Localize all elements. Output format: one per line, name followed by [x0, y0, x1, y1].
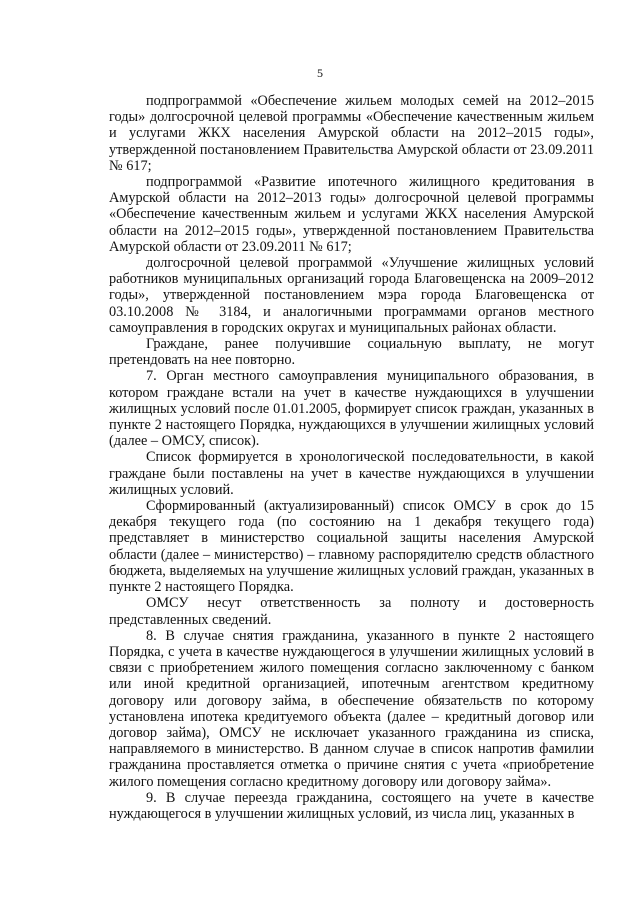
paragraph-list-chronology: Список формируется в хронологической последовательности, в какой граждане были поставлены на учет в качестве нуждающихся в улучшении жилищных условий.: [109, 449, 594, 498]
paragraph-no-repeat-payment: Граждане, ранее получившие социальную выплату, не могут претендовать на нее повторно.: [109, 336, 594, 369]
paragraph-program-blagoveshchensk: долгосрочной целевой программой «Улучшение жилищных условий работников муниципальных организаций города Благовещенска на 2009–2012 годы», утвержденной постановлением мэра города Благовещенска от 03.10.2008 № 3184, и аналогичными программами органов местного самоуправления в городских округах и муниципальных районах области.: [109, 255, 594, 336]
paragraph-omsu-responsibility: ОМСУ несут ответственность за полноту и достоверность представленных сведений.: [109, 595, 594, 628]
paragraph-item-9: 9. В случае переезда гражданина, состоящего на учете в качестве нуждающегося в улучшении жилищных условий, из числа лиц, указанных в: [109, 789, 594, 822]
paragraph-subprogram-young-families: подпрограммой «Обеспечение жильем молодых семей на 2012–2015 годы» долгосрочной целевой программы «Обеспечение качественным жильем и услугами ЖКХ населения Амурской области на 2012–2015 годы», утвержденной постановлением Правительства Амурской области от 23.09.2011 № 617;: [109, 93, 594, 174]
page-number: 5: [317, 66, 323, 80]
paragraph-list-submission: Сформированный (актуализированный) список ОМСУ в срок до 15 декабря текущего года (по состоянию на 1 декабря текущего года) представляет в министерство социальной защиты населения Амурской области (далее – министерство) – главному распорядителю средств областного бюджета, выделяемых на улучшение жилищных условий граждан, указанных в пункте 2 настоящего Порядка.: [109, 498, 594, 596]
document-body: [109, 93, 594, 822]
paragraph-subprogram-mortgage: подпрограммой «Развитие ипотечного жилищного кредитования в Амурской области на 2012–2013 годы» долгосрочной целевой программы «Обеспечение качественным жильем и услугами ЖКХ населения Амурской области на 2012–2015 годы», утвержденной постановлением Правительства Амурской области от 23.09.2011 № 617;: [109, 174, 594, 255]
paragraph-item-8: 8. В случае снятия гражданина, указанного в пункте 2 настоящего Порядка, с учета в качестве нуждающегося в улучшении жилищных условий в связи с приобретением жилого помещения согласно заключенному с банком или иной кредитной организацией, ипотечным агентством кредитному договору или договору займа, в обеспечение обязательств по которому установлена ипотека кредитуемого объекта (далее – кредитный договор или договор займа), ОМСУ не исключает указанного гражданина из списка, направляемого в министерство. В данном случае в список напротив фамилии гражданина проставляется отметка о причине снятия с учета «приобретение жилого помещения согласно кредитному договору или договору займа».: [109, 627, 594, 790]
paragraph-item-7: 7. Орган местного самоуправления муниципального образования, в котором граждане встали на учет в качестве нуждающихся в улучшении жилищных условий после 01.01.2005, формирует список граждан, указанных в пункте 2 настоящего Порядка, нуждающихся в улучшении жилищных условий (далее – ОМСУ, список).: [109, 368, 594, 450]
